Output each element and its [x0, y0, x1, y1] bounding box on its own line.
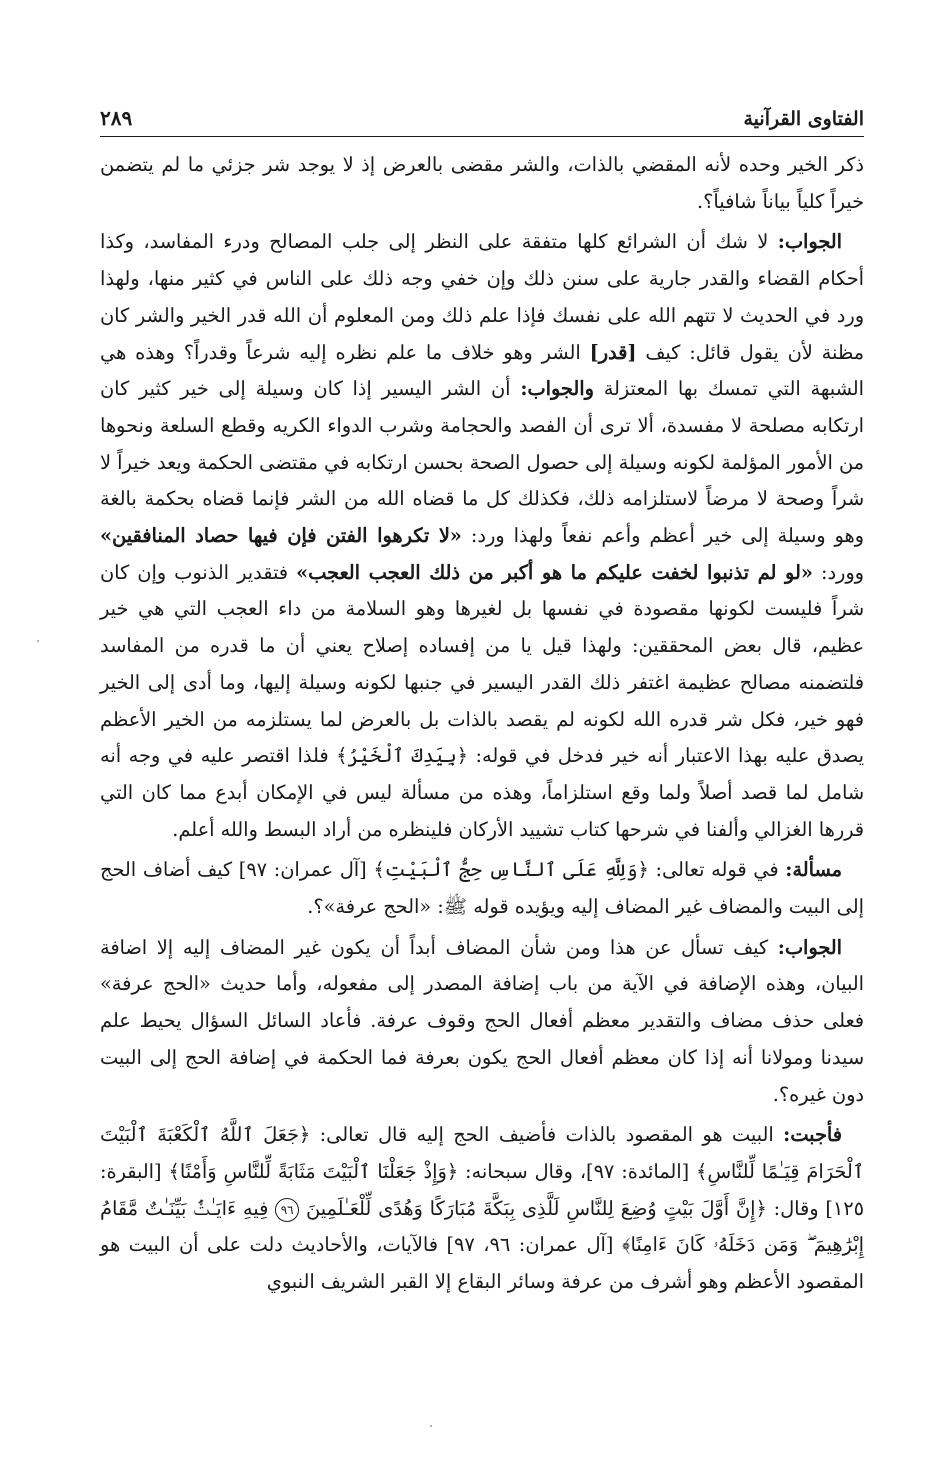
book-page — [100, 96, 864, 1301]
paragraph-text: [آل عمران: ٩٧] كيف أضاف الحج إلى البيت والمضاف غير المضاف إليه ويؤيده قوله ﷺ: «الحج عرفة»؟. — [100, 858, 864, 919]
paragraph-text: الشر وهو خلاف ما علم نظره إليه شرعاً وقدراً؟ وهذه هي الشبهة التي تمسك بها المعتزلة — [100, 340, 865, 401]
paragraph-text: وورد: — [812, 560, 864, 584]
page-number: ٢٨٩ — [100, 106, 133, 130]
quran-verse: ﴿وَلِلَّهِ عَلَى ٱلنَّاسِ حِجُّ ٱلْبَيْتِ﴾ — [373, 858, 649, 882]
paragraph-text: كيف تسأل عن هذا ومن شأن المضاف أبداً أن يكون غير المضاف إليه إلا اضافة البيان، وهذه الإضافة في الآية من باب إضافة المصدر إلى مفعوله، وأما حديث «الحج عرفة» فعلى حذف مضاف والتقدير معظم أفعال الحج وقوف عرفة. فأعاد السائل السؤال يحيط علم سيدنا ومولانا أنه إذا كان معظم أفعال الحج يكون بعرفة فما الحكمة في إضافة الحج إلى البيت دون غيره؟. — [100, 935, 864, 1106]
answer-label: الجواب: — [777, 935, 842, 959]
paragraph-question — [100, 852, 864, 925]
quran-verse: ﴿وَإِذْ جَعَلْنَا ٱلْبَيْتَ مَثَابَةً لِّلنَّاسِ وَأَمْنًا﴾ — [168, 1159, 459, 1183]
page-body — [100, 147, 864, 1301]
paragraph-text: ذكر الخير وحده لأنه المقضي بالذات، والشر مقضى بالعرض إذ لا يوجد شر جزئي ما لم يتضمن خيراً كلياً بياناً شافياً؟. — [100, 153, 864, 213]
paragraph-reply — [100, 1117, 864, 1301]
reply-label: فأجبت: — [783, 1123, 843, 1147]
answer-label-inline: والجواب: — [520, 377, 594, 401]
running-header — [100, 96, 864, 137]
quran-verse: فِيهِ ءَايَـٰتٌۢ بَيِّنَـٰتٌ مَّقَامُ إِبْرَٰهِيمَ ۖ وَمَن دَخَلَهُۥ كَانَ ءَامِنًا﴾ — [100, 1196, 864, 1257]
question-label: مسألة: — [785, 858, 842, 882]
paragraph-text: فلذا اقتصر عليه في وجه أنه شامل لما قصد أصلاً ولما وقع استلزاماً، وهذه من مسألة ليس في الإمكان أبدع مما كان التي قررها الغزالي وألفنا في شرحها كتاب تشييد الأركان فلينظره من أراد البسط والله أعلم. — [100, 744, 864, 841]
paragraph-text: في قوله تعالى: — [648, 858, 786, 882]
hadith-quote: «لا تكرهوا الفتن فإن فيها حصاد المنافقين» — [100, 524, 462, 548]
quran-verse: ﴿جَعَلَ ٱللَّهُ ٱلْكَعْبَةَ ٱلْبَيْتَ ٱلْحَرَامَ قِيَـٰمًا لِّلنَّاسِ﴾ — [100, 1123, 864, 1183]
paragraph-text: [البقرة: ١٢٥] وقال: — [100, 1159, 864, 1220]
paragraph-answer-2 — [100, 930, 864, 1114]
bold-term: [قدر] — [589, 340, 637, 364]
quran-verse: ﴿بِيَدِكَ ٱلْخَيْرُ﴾ — [336, 744, 468, 768]
paragraph-text: البيت هو المقصود بالذات فأضيف الحج إليه قال تعالى: — [310, 1123, 784, 1147]
paragraph-text: فتقدير الذنوب وإن كان شراً فليست لكونها مقصودة في نفسها بل لغيرها وهو السلامة من داء العجب التي هي خير عظيم، قال بعض المحققين: ولهذا قيل يا من إفساده إصلاح يعني أن ما قدره من المفاسد فلتضمنه مصالح عظيمة اغتفر ذلك القدر اليسير في جنبها لكونه وسيلة إليها، وما أدى إلى الخير فهو خير، فكل شر قدره الله لكونه لم يقصد بالذات بل بالعرض لما يستلزمه من الخير الأعظم يصدق عليه بهذا الاعتبار أنه خير فدخل في قوله: — [100, 560, 864, 768]
scan-speck — [37, 640, 39, 642]
paragraph-answer-1 — [100, 224, 864, 848]
paragraph-text: أن الشر اليسير إذا كان وسيلة إلى خير كثير كان ارتكابه مصلحة لا مفسدة، ألا ترى أن الفصد والحجامة وشرب الدواء الكريه وقطع السلعة ونحوها من الأمور المؤلمة لكونه وسيلة إلى حصول الصحة بحسن ارتكابه في مقتضى الحكمة ويعد خيراً لا شراً وصحة لا مرضاً لاستلزامه ذلك، فكذلك كل ما قضاه الله من الشر فإنما قضاه بحكمة بالغة وهو وسيلة إلى خير أعظم وأعم نفعاً ولهذا ورد: — [99, 377, 864, 548]
paragraph-continuation — [100, 147, 864, 220]
book-title: الفتاوى القرآنية — [743, 108, 864, 130]
paragraph-text: لا شك أن الشرائع كلها متفقة على النظر إلى جلب المصالح ودرء المفاسد، وكذا أحكام القضاء والقدر جارية على سنن ذلك وإن خفي وجه ذلك على الناس في كثير منها، ولهذا ورد في الحديث لا تتهم الله على نفسك فإذا علم ذلك ومن المعلوم أن الله قدر الخير والشر كان مظنة لأن يقول قائل: كيف — [100, 230, 864, 364]
scan-speck — [430, 1425, 432, 1427]
answer-label: الجواب: — [777, 230, 842, 254]
hadith-quote: «لو لم تذنبوا لخفت عليكم ما هو أكبر من ذلك العجب العجب» — [296, 560, 813, 584]
quran-verse: ﴿إِنَّ أَوَّلَ بَيْتٍ وُضِعَ لِلنَّاسِ لَلَّذِى بِبَكَّةَ مُبَارَكًا وَهُدًى لِّلْعَـٰلَمِينَ — [306, 1196, 767, 1220]
verse-number-marker: ٩٦ — [275, 1198, 299, 1222]
paragraph-text: [المائدة: ٩٧]، وقال سبحانه: — [458, 1159, 697, 1183]
paragraph-text: [آل عمران: ٩٦، ٩٧] فالآيات، والأحاديث دلت على أن البيت هو المقصود الأعظم وهو أشرف من عرفة وسائر البقاع إلا القبر الشريف النبوي — [100, 1233, 864, 1294]
